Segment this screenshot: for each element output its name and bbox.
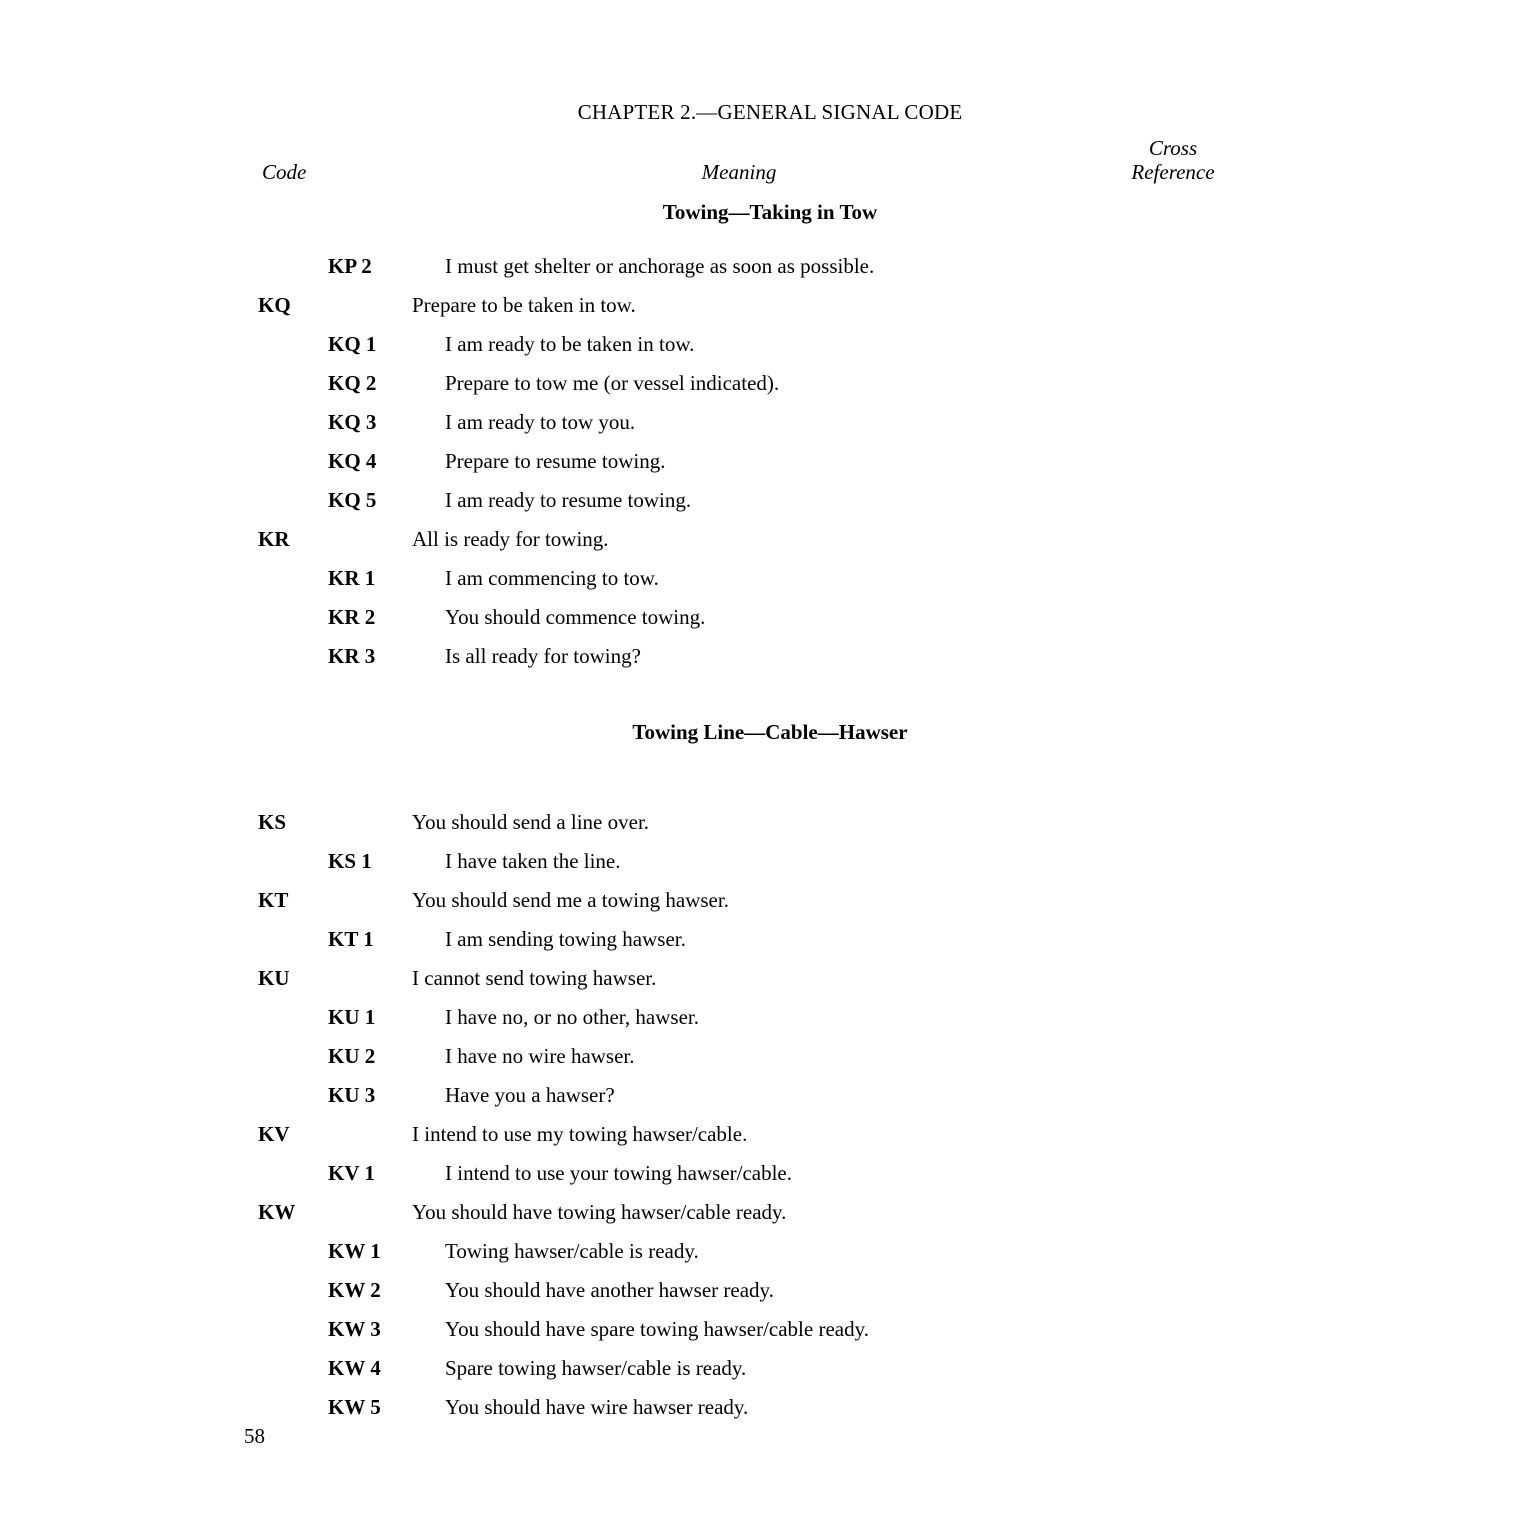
signal-code: KS 1 bbox=[328, 849, 372, 873]
table-row bbox=[0, 1119, 1540, 1158]
table-row bbox=[0, 1197, 1540, 1236]
signal-meaning: I am ready to tow you. bbox=[445, 410, 636, 434]
signal-code: KR 3 bbox=[328, 644, 376, 668]
table-row bbox=[0, 368, 1540, 407]
table-row bbox=[0, 1041, 1540, 1080]
signal-code: KQ 1 bbox=[328, 332, 377, 356]
signal-code: KQ bbox=[258, 293, 291, 317]
table-row bbox=[0, 290, 1540, 329]
signal-meaning: I am ready to be taken in tow. bbox=[445, 332, 695, 356]
signal-code: KW 2 bbox=[328, 1278, 381, 1302]
table-row bbox=[0, 846, 1540, 885]
signal-meaning: You should have spare towing hawser/cable ready. bbox=[445, 1317, 869, 1341]
table-row bbox=[0, 1353, 1540, 1392]
column-headers bbox=[0, 134, 1540, 186]
signal-code: KW bbox=[258, 1200, 296, 1224]
signal-code: KT 1 bbox=[328, 927, 374, 951]
signal-code: KV bbox=[258, 1122, 290, 1146]
signal-code: KQ 5 bbox=[328, 488, 377, 512]
signal-meaning: Prepare to tow me (or vessel indicated). bbox=[445, 371, 780, 395]
section-spacer bbox=[0, 235, 1540, 251]
signal-meaning: I must get shelter or anchorage as soon as possible. bbox=[445, 254, 875, 278]
table-row bbox=[0, 407, 1540, 446]
signal-code: KW 5 bbox=[328, 1395, 381, 1419]
signal-code: KW 1 bbox=[328, 1239, 381, 1263]
signal-meaning: You should have wire hawser ready. bbox=[445, 1395, 749, 1419]
signal-code: KR bbox=[258, 527, 290, 551]
signal-meaning: I have no, or no other, hawser. bbox=[445, 1005, 699, 1029]
column-header-code: Code bbox=[262, 160, 307, 184]
table-row bbox=[0, 1158, 1540, 1197]
signal-code: KQ 2 bbox=[328, 371, 377, 395]
signal-code: KW 4 bbox=[328, 1356, 381, 1380]
table-row bbox=[0, 641, 1540, 680]
column-header-meaning: Meaning bbox=[701, 160, 777, 184]
table-row bbox=[0, 251, 1540, 290]
signal-meaning: I have no wire hawser. bbox=[445, 1044, 635, 1068]
section-heading: Towing—Taking in Tow bbox=[662, 200, 878, 224]
signal-code: KU 2 bbox=[328, 1044, 376, 1068]
table-row bbox=[0, 1080, 1540, 1119]
signal-meaning: You should commence towing. bbox=[445, 605, 706, 629]
signal-meaning: I intend to use my towing hawser/cable. bbox=[412, 1122, 748, 1146]
signal-meaning: Towing hawser/cable is ready. bbox=[445, 1239, 699, 1263]
signal-meaning: Prepare to be taken in tow. bbox=[412, 293, 636, 317]
signal-meaning: I am sending towing hawser. bbox=[445, 927, 686, 951]
page-number: 58 bbox=[244, 1424, 265, 1448]
column-header-cross-reference bbox=[1073, 136, 1273, 184]
table-row bbox=[0, 563, 1540, 602]
table-row bbox=[0, 1275, 1540, 1314]
signal-meaning: I am ready to resume towing. bbox=[445, 488, 692, 512]
signal-code: KQ 3 bbox=[328, 410, 377, 434]
signal-meaning: You should send a line over. bbox=[412, 810, 650, 834]
signal-code: KS bbox=[258, 810, 287, 834]
signal-meaning: Is all ready for towing? bbox=[445, 644, 641, 668]
signal-code: KU 1 bbox=[328, 1005, 376, 1029]
column-header-cross-reference-line1: Cross bbox=[1148, 136, 1198, 160]
table-row bbox=[0, 963, 1540, 1002]
table-row bbox=[0, 329, 1540, 368]
signal-code: KW 3 bbox=[328, 1317, 381, 1341]
section-spacer bbox=[0, 791, 1540, 807]
signal-meaning: You should send me a towing hawser. bbox=[412, 888, 729, 912]
signal-code: KQ 4 bbox=[328, 449, 377, 473]
table-row bbox=[0, 446, 1540, 485]
signal-code: KR 1 bbox=[328, 566, 376, 590]
signal-code: KU bbox=[258, 966, 290, 990]
signal-code: KU 3 bbox=[328, 1083, 376, 1107]
signal-meaning: You should have another hawser ready. bbox=[445, 1278, 774, 1302]
signal-meaning: You should have towing hawser/cable ready. bbox=[412, 1200, 787, 1224]
signal-meaning: Have you a hawser? bbox=[445, 1083, 615, 1107]
table-row bbox=[0, 807, 1540, 846]
signal-code: KT bbox=[258, 888, 289, 912]
table-row bbox=[0, 885, 1540, 924]
chapter-title: CHAPTER 2.—GENERAL SIGNAL CODE bbox=[577, 100, 963, 124]
column-header-cross-reference-line2: Reference bbox=[1131, 160, 1215, 184]
signal-meaning: Prepare to resume towing. bbox=[445, 449, 666, 473]
section-heading: Towing Line—Cable—Hawser bbox=[632, 720, 908, 744]
signal-meaning: I cannot send towing hawser. bbox=[412, 966, 657, 990]
signal-meaning: I am commencing to tow. bbox=[445, 566, 659, 590]
table-row bbox=[0, 924, 1540, 963]
signal-meaning: I have taken the line. bbox=[445, 849, 621, 873]
table-row bbox=[0, 1236, 1540, 1275]
signal-meaning: All is ready for towing. bbox=[412, 527, 609, 551]
signal-code: KP 2 bbox=[328, 254, 372, 278]
table-row bbox=[0, 1002, 1540, 1041]
signal-code: KV 1 bbox=[328, 1161, 375, 1185]
signal-meaning: Spare towing hawser/cable is ready. bbox=[445, 1356, 747, 1380]
table-row bbox=[0, 602, 1540, 641]
table-row bbox=[0, 1392, 1540, 1431]
signal-code: KR 2 bbox=[328, 605, 376, 629]
table-row bbox=[0, 524, 1540, 563]
signal-code-table bbox=[0, 196, 1540, 1431]
signal-meaning: I intend to use your towing hawser/cable. bbox=[445, 1161, 792, 1185]
table-row bbox=[0, 485, 1540, 524]
table-row bbox=[0, 1314, 1540, 1353]
